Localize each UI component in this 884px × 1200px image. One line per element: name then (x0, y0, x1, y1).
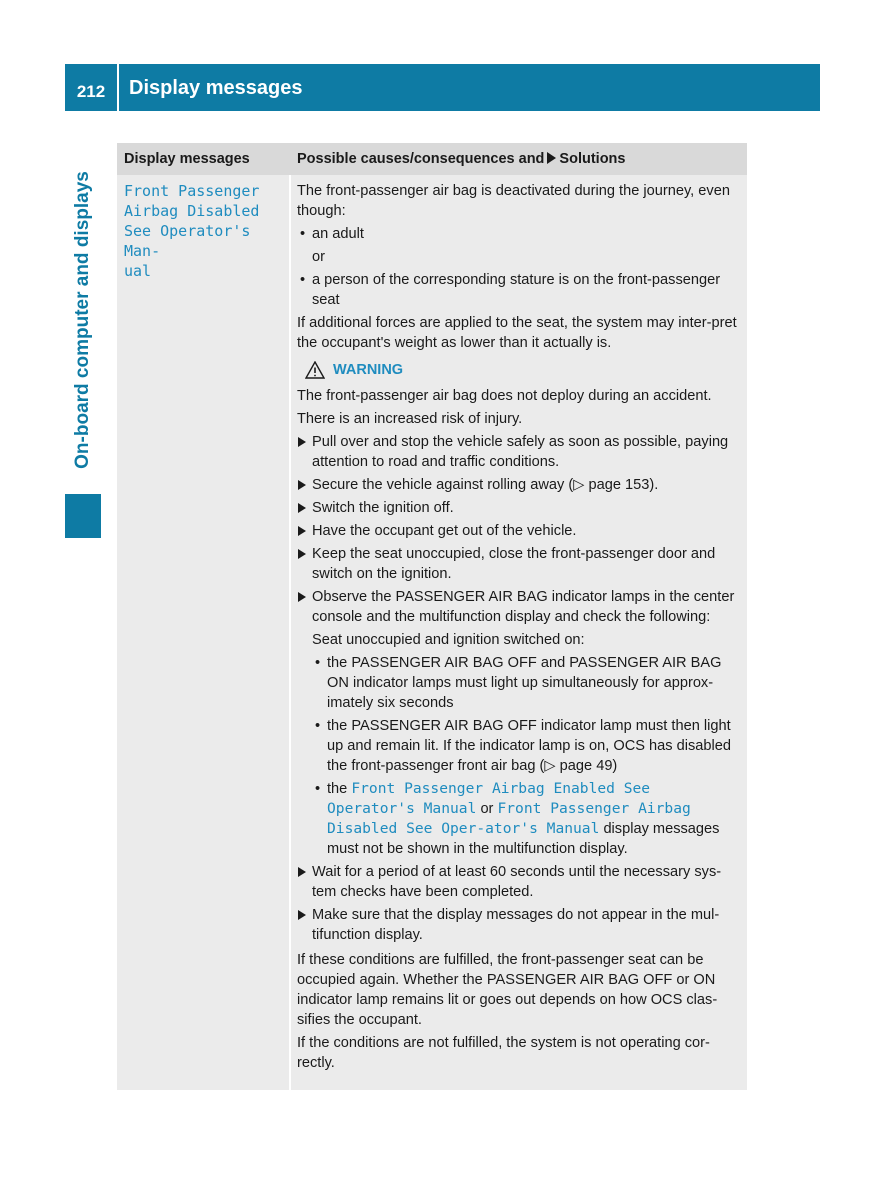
sub-list-item: • the Front Passenger Airbag Enabled See Operator's Manual or Front Passenger Airbag Disabled See Oper-ator's Manual display messages must not be shown in the multifunction display. (297, 779, 743, 859)
warning-text: There is an increased risk of injury. (297, 411, 523, 427)
step-arrow-icon (298, 526, 306, 536)
step-item: Keep the seat unoccupied, close the front-passenger door and switch on the ignition. (297, 544, 743, 584)
display-messages-table (117, 143, 747, 1090)
side-tab-marker (65, 494, 101, 538)
list-item: • an adult (297, 224, 743, 244)
warning-text: The front-passenger air bag does not deploy during an accident. (297, 388, 712, 404)
step-item: Have the occupant get out of the vehicle. (297, 521, 743, 541)
page-header (65, 64, 820, 111)
intro-text: The front-passenger air bag is deactivated during the journey, even though: (297, 183, 730, 219)
solutions-content (297, 181, 743, 1076)
table-cell-message (117, 175, 289, 1090)
sub-list-item: • the PASSENGER AIR BAG OFF indicator lamp must then light up and remain lit. If the indicator lamp is on, OCS has disabled the front-passenger front air bag (▷ page 49) (297, 716, 743, 776)
step-item: Wait for a period of at least 60 seconds until the necessary sys-tem checks have been completed. (297, 862, 743, 902)
or-text: or (312, 249, 325, 265)
fulfilled-text: If these conditions are fulfilled, the front-passenger seat can be occupied again. Whether the PASSENGER AIR BAG OFF or ON indicator lamp remains lit or goes out depends on how OCS clas-sifies the occupant. (297, 952, 718, 1028)
list-item: • a person of the corresponding stature is on the front-passenger seat (297, 270, 743, 310)
step-item: Switch the ignition off. (297, 498, 743, 518)
warning-heading (305, 360, 743, 380)
warning-triangle-icon (305, 361, 325, 379)
condition-intro: Seat unoccupied and ignition switched on: (312, 632, 585, 648)
display-message-text: Front Passenger Airbag Disabled See Operator's Man- ual (124, 182, 260, 280)
step-arrow-icon (298, 867, 306, 877)
step-arrow-icon (298, 437, 306, 447)
step-arrow-icon (298, 910, 306, 920)
forces-text: If additional forces are applied to the seat, the system may inter-pret the occupant's weight as lower than it actually is. (297, 315, 737, 351)
sub-list-item: • the PASSENGER AIR BAG OFF and PASSENGER AIR BAG ON indicator lamps must light up simultaneously for approx-imately six seconds (297, 653, 743, 713)
not-fulfilled-text: If the conditions are not fulfilled, the system is not operating cor-rectly. (297, 1035, 710, 1071)
triangle-arrow-icon (547, 152, 556, 164)
page-number: 212 (76, 81, 106, 101)
side-tab-label: On-board computer and displays (72, 171, 93, 469)
step-item: Pull over and stop the vehicle safely as soon as possible, paying attention to road and traffic conditions. (297, 432, 743, 472)
column-header-display-messages: Display messages (124, 151, 250, 167)
display-message-inline: Front Passenger Airbag Enabled See Operator's Manual (327, 780, 651, 817)
step-arrow-icon (298, 592, 306, 602)
step-arrow-icon (298, 480, 306, 490)
page-title: Display messages (129, 77, 303, 99)
step-item: Secure the vehicle against rolling away (▷ page 153). (297, 475, 743, 495)
column-header-causes-solutions: Possible causes/consequences and Solutions (297, 151, 626, 167)
display-message-inline: Front Passenger Airbag Disabled See Oper-ator's Manual (327, 800, 691, 837)
step-arrow-icon (298, 549, 306, 559)
step-item: Make sure that the display messages do not appear in the mul-tifunction display. (297, 905, 743, 945)
step-arrow-icon (298, 503, 306, 513)
warning-label: WARNING (333, 362, 404, 378)
step-item: Observe the PASSENGER AIR BAG indicator lamps in the center console and the multifunction display and check the following: (297, 587, 743, 627)
table-header-row (117, 143, 747, 175)
